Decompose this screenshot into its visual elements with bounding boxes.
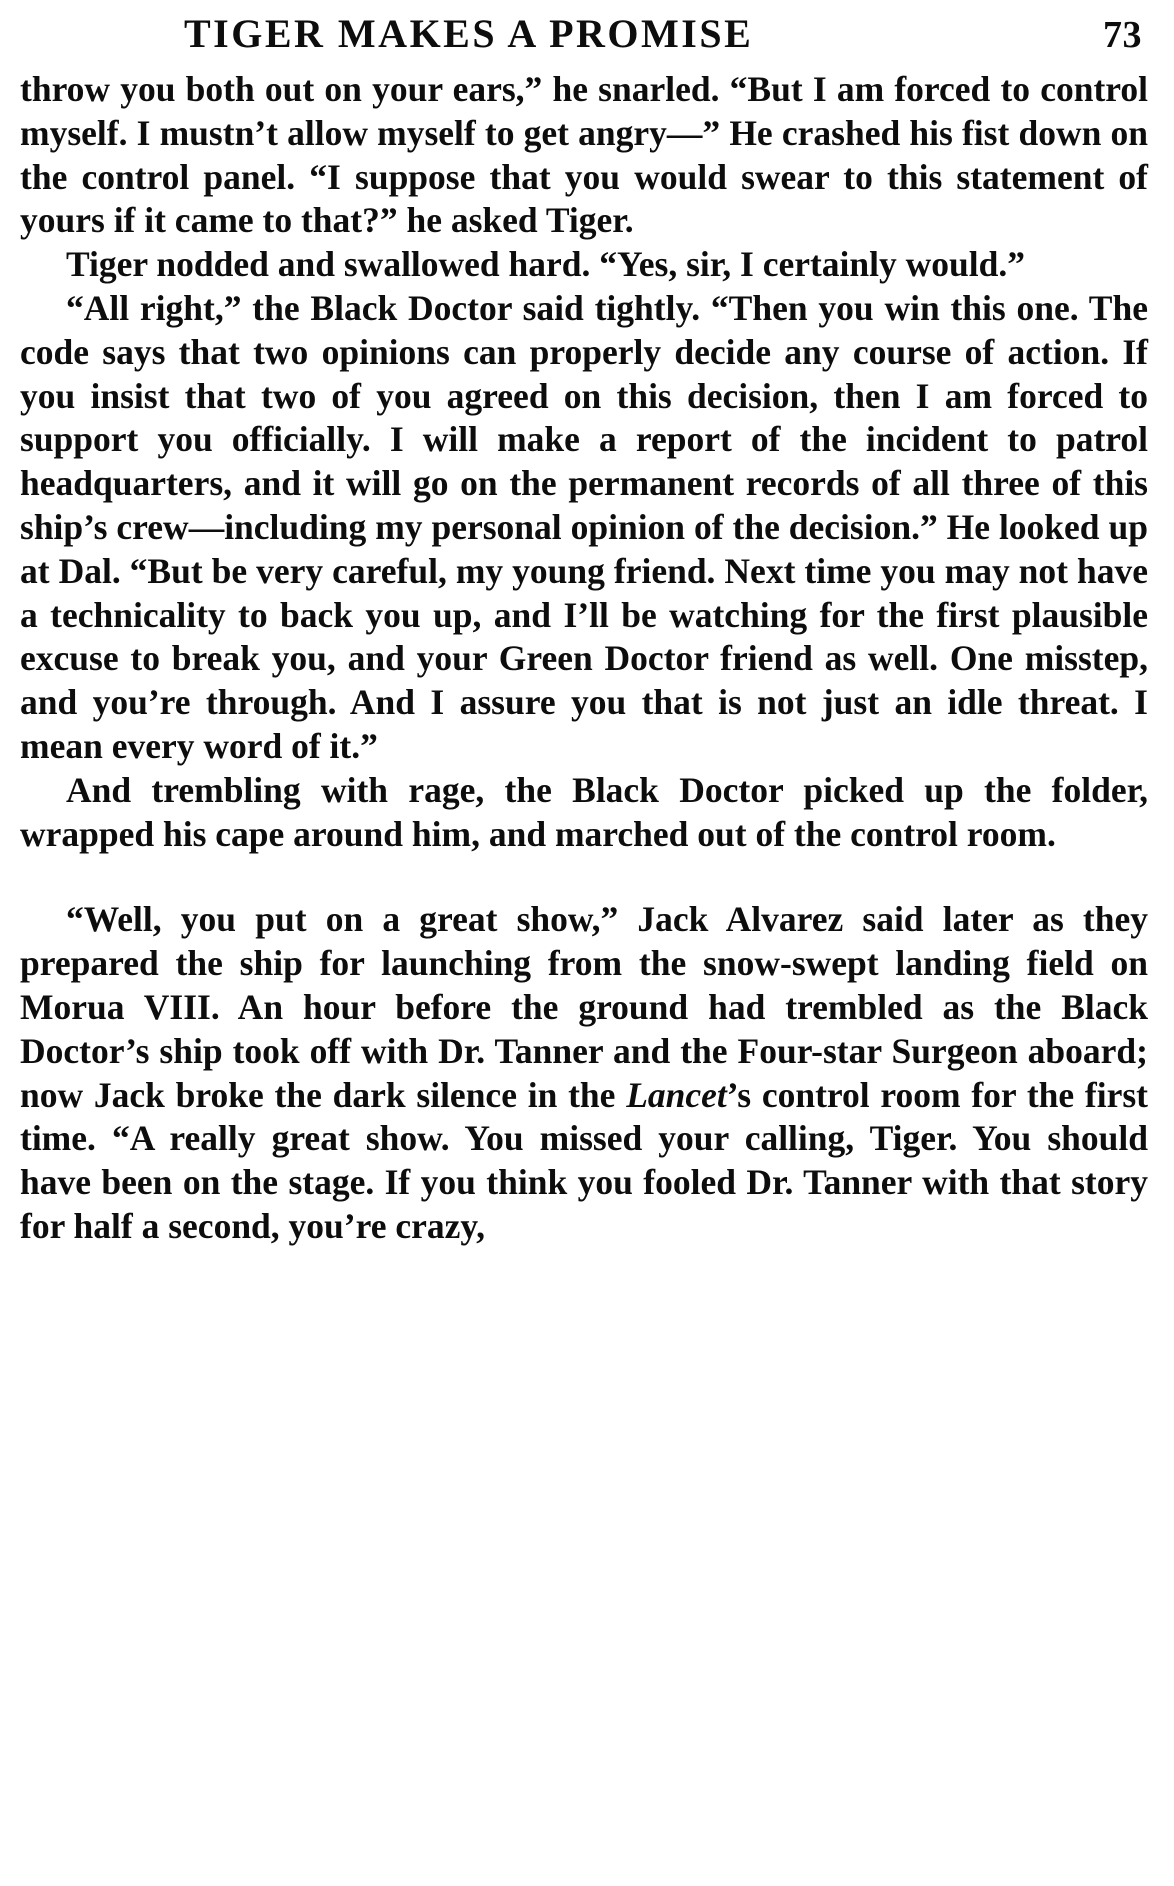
paragraph-after-break — [20, 898, 1148, 1248]
paragraph: “All right,” the Black Doctor said tightly. “Then you win this one. The code says that two opinions can properly decide any course of action. If you insist that two of you agreed on this decision, then I am forced to support you officially. I will make a report of the incident to patrol headquarters, and it will go on the permanent records of all three of this ship’s crew—including my personal opinion of the decision.” He looked up at Dal. “But be very careful, my young friend. Next time you may not have a technicality to back you up, and I’ll be watching for the first plausible excuse to break you, and your Green Doctor friend as well. One misstep, and you’re through. And I assure you that is not just an idle threat. I mean every word of it.” — [20, 287, 1148, 766]
page-number: 73 — [1103, 14, 1142, 56]
running-head — [14, 0, 1156, 58]
paragraph-lead: “Well, you put on a great show,” Jack Alvarez said later as they prepared the ship for launching from the snow-swept landing field on Morua VIII. An hour before the ground had trembled as the Black Doctor’s ship took off with Dr. Tanner and the Four-star Surgeon aboard; now Jack broke the dark silence in the — [20, 899, 1148, 1115]
paragraph: throw you both out on your ears,” he snarled. “But I am forced to control myself. I mustn’t allow myself to get angry—” He crashed his fist down on the control panel. “I suppose that you would swear to this statement of yours if it came to that?” he asked Tiger. — [20, 69, 1148, 241]
paragraph: And trembling with rage, the Black Doctor picked up the folder, wrapped his cape around him, and marched out of the control room. — [20, 769, 1148, 854]
body-text — [14, 68, 1156, 1249]
paragraph-tail: ’s control room for the first time. “A really great show. You missed your calling, Tiger. You should have been on the stage. If you think you fooled Dr. Tanner with that story for half a second, you’re crazy, — [20, 1074, 1148, 1246]
page-title: TIGER MAKES A PROMISE — [184, 11, 754, 56]
italic-title: Lancet — [626, 1074, 727, 1115]
paragraph: Tiger nodded and swallowed hard. “Yes, sir, I certainly would.” — [66, 244, 1025, 285]
